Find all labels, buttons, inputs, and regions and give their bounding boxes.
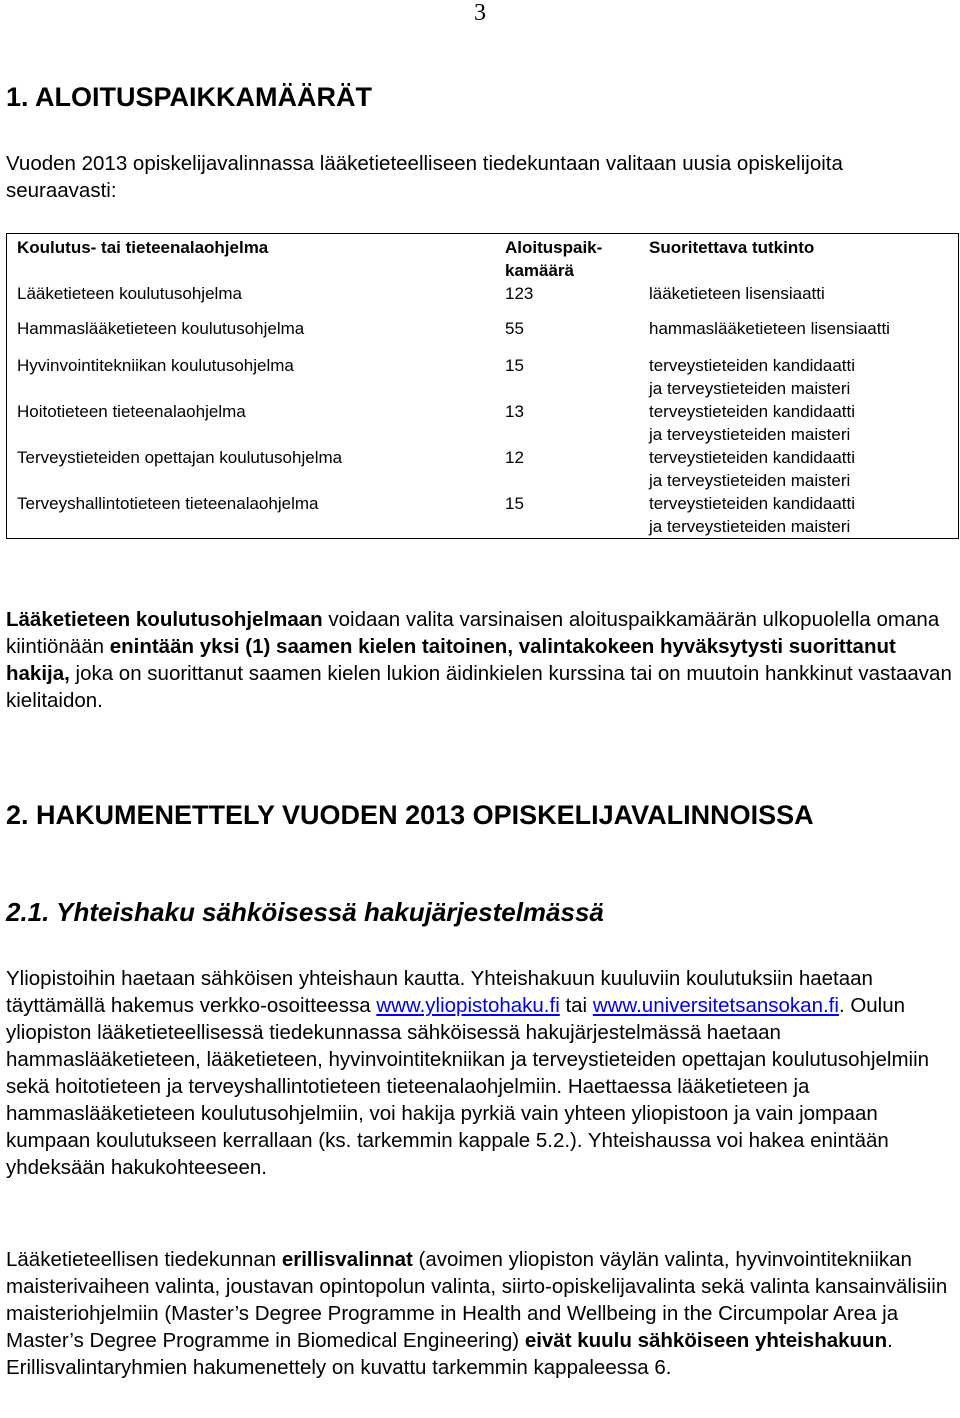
body-text: . Oulun yliopiston lääketieteellisessä tiedekunnassa sähköisessä hakujärjestelmässä haetaan hammaslääketieteen, lääketieteen, hyvinvointitekniikan ja terveystieteiden opettajan koulutusohjelmiin sekä hoitotieteen ja terveyshallintotieteen tieteenalaohjelmiin. Haettaessa lääketieteen ja hammaslääketieteen koulutusohjelmiin, voi hakija pyrkiä vain yhteen yliopistoon ja vain jompaan kumpaan koulutukseen kerrallaan (ks. tarkemmin kappale 5.2.). Yhteishaussa voi hakea enintään yhdeksään hakukohteeseen. xyxy=(6,994,930,1179)
degree-line2: ja terveystieteiden maisteri xyxy=(649,379,851,398)
table-row xyxy=(7,282,959,317)
section-heading-hakumenettely: 2. HAKUMENETTELY VUODEN 2013 OPISKELIJAVALINNOISSA xyxy=(6,800,814,830)
body-text: (avoimen yliopiston väylän valinta, hyvinvointitekniikan maisterivaiheen valinta, joustavan opintopolun valinta, siirto-opiskelijavalinta sekä valinta kansainvälisiin maisteriohjelmiin (Master’s Degree Programme in Health and Wellbeing in the Circumpolar Area ja Master’s Degree Programme in Biomedical Engineering) xyxy=(6,1248,948,1352)
bold-text: Lääketieteen koulutusohjelmaan xyxy=(6,608,323,631)
degree-line2: ja terveystieteiden maisteri xyxy=(649,471,851,490)
seats-cell: 55 xyxy=(505,319,524,338)
degree-cell xyxy=(639,492,959,539)
table-row xyxy=(7,354,959,400)
body-text: Yliopistoihin haetaan sähköisen yhteishaun kautta. Yhteishakuun kuuluviin koulutuksiin haetaan täyttämällä hakemus verkko-osoitteessa xyxy=(6,967,873,1017)
degree-line2: ja terveystieteiden maisteri xyxy=(649,517,851,536)
degree-line1: terveystieteiden kandidaatti xyxy=(649,402,856,421)
program-cell: Hoitotieteen tieteenalaohjelma xyxy=(17,402,246,421)
header-program: Koulutus- tai tieteenalaohjelma xyxy=(17,238,269,257)
degree-line1: terveystieteiden kandidaatti xyxy=(649,494,856,513)
bold-text: erillisvalinnat xyxy=(281,1248,413,1271)
program-cell: Lääketieteen koulutusohjelma xyxy=(17,284,242,303)
header-seats xyxy=(495,234,639,283)
degree-line2: ja terveystieteiden maisteri xyxy=(649,425,851,444)
yliopistohaku-link[interactable]: www.yliopistohaku.fi xyxy=(376,994,560,1017)
table-row xyxy=(7,317,959,354)
body-text: voidaan valita varsinaisen aloituspaikkamäärän ulkopuolella omana kiintiönään xyxy=(6,608,940,658)
section-heading-aloituspaikat: 1. ALOITUSPAIKKAMÄÄRÄT xyxy=(6,82,372,112)
seats-cell: 12 xyxy=(505,448,524,467)
table-row xyxy=(7,400,959,446)
universitetsansokan-link[interactable]: www.universitetsansokan.fi xyxy=(592,994,839,1017)
header-degree: Suoritettava tutkinto xyxy=(649,238,815,257)
degree-cell: lääketieteen lisensiaatti xyxy=(649,284,825,303)
yhteishaku-paragraph xyxy=(6,965,954,1181)
body-text: tai xyxy=(559,994,593,1017)
seats-cell: 123 xyxy=(505,284,534,303)
program-cell: Hammaslääketieteen koulutusohjelma xyxy=(17,319,305,338)
degree-line1: terveystieteiden kandidaatti xyxy=(649,448,856,467)
body-text: Lääketieteellisen tiedekunnan xyxy=(6,1248,282,1271)
program-cell: Terveystieteiden opettajan koulutusohjelma xyxy=(17,448,343,467)
program-cell: Hyvinvointitekniikan koulutusohjelma xyxy=(17,356,294,375)
seats-cell: 15 xyxy=(505,356,524,375)
program-table xyxy=(6,233,959,539)
body-text: . Erillisvalintaryhmien hakumenettely on kuvattu tarkemmin kappaleessa 6. xyxy=(6,1329,893,1379)
degree-cell xyxy=(639,354,959,400)
seats-cell: 15 xyxy=(505,494,524,513)
table-row xyxy=(7,446,959,492)
program-cell: Terveyshallintotieteen tieteenalaohjelma xyxy=(17,494,319,513)
page-number: 3 xyxy=(474,0,486,26)
subsection-heading-yhteishaku: 2.1. Yhteishaku sähköisessä hakujärjestelmässä xyxy=(6,897,604,927)
intro-paragraph: Vuoden 2013 opiskelijavalinnassa lääketieteelliseen tiedekuntaan valitaan uusia opiskelijoita seuraavasti: xyxy=(6,152,843,202)
degree-cell: hammaslääketieteen lisensiaatti xyxy=(649,319,890,338)
table-row xyxy=(7,492,959,539)
body-text: joka on suorittanut saamen kielen lukion äidinkielen kurssina tai on muutoin hankkinut vastaavan kielitaidon. xyxy=(6,662,952,712)
table-header-row xyxy=(7,234,959,283)
header-seats-line1: Aloituspaik- xyxy=(505,238,603,257)
bold-text: eivät kuulu sähköiseen yhteishakuun xyxy=(524,1329,888,1352)
saame-quota-paragraph xyxy=(6,606,954,714)
degree-line1: terveystieteiden kandidaatti xyxy=(649,356,856,375)
erillisvalinnat-paragraph xyxy=(6,1246,954,1381)
degree-cell xyxy=(639,446,959,492)
degree-cell xyxy=(639,400,959,446)
seats-cell: 13 xyxy=(505,402,524,421)
bold-text: enintään yksi (1) saamen kielen taitoinen, valintakokeen hyväksytysti suorittanut hakija, xyxy=(6,635,896,685)
header-seats-line2: kamäärä xyxy=(505,261,575,280)
